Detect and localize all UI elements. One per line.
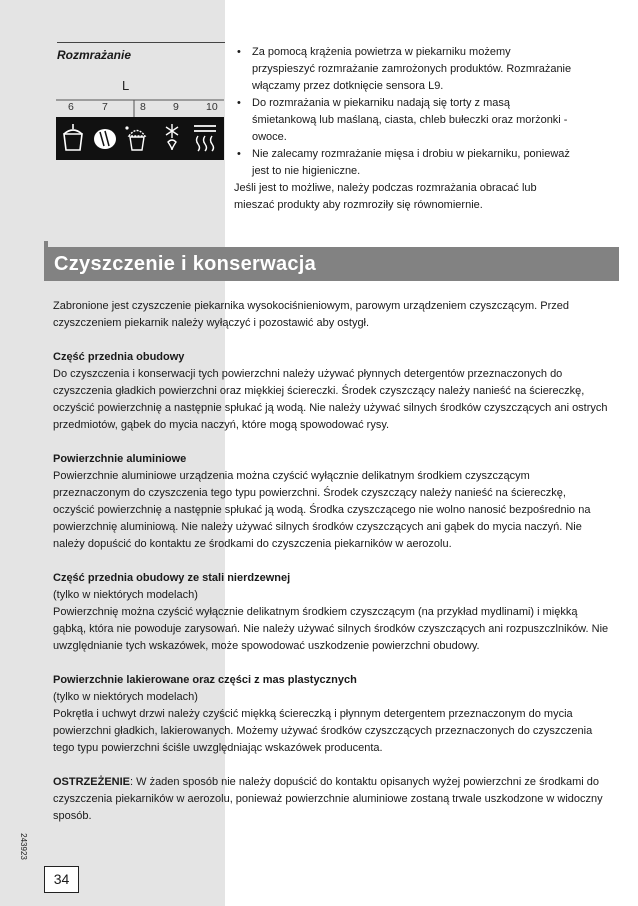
section-subheading: (tylko w niektórych modelach) <box>53 589 198 601</box>
section-heading: Powierzchnie aluminiowe <box>53 453 187 465</box>
section-body: Pokrętła i uchwyt drzwi należy czyścić miękką ściereczką i płynnym detergentem przeznaczonym do mycia powierzchni gładkich, lakierowanych. Możemy używać środków czyszczących przeznaczonych do czyszczenia tego typu powierzchni ściśle uwzględniając wskazówek producenta. <box>53 708 593 754</box>
section-heading: Część przednia obudowy ze stali nierdzewnej <box>53 572 291 584</box>
cake-icon <box>60 120 86 154</box>
panel-number: 7 <box>102 101 108 113</box>
defrost-note: Jeśli jest to możliwe, należy podczas rozmrażania obracać lub mieszać produkty aby rozmroziły się równomiernie. <box>234 182 537 211</box>
steam-icon <box>192 120 218 154</box>
defrost-bullet: • Nie zalecamy rozmrażanie mięsa i drobiu w piekarniku, ponieważ jest to nie higieniczne. <box>234 146 574 180</box>
panel-number: 6 <box>68 101 74 113</box>
panel-number: 10 <box>206 101 218 113</box>
bread-icon <box>92 120 118 154</box>
cleaning-intro: Zabronione jest czyszczenie piekarnika wysokociśnieniowym, parowym urządzeniem czyszczącym. Przed czyszczeniem piekarnik należy wyłączyć i pozostawić aby ostygł. <box>53 300 569 329</box>
section-body: Powierzchnie aluminiowe urządzenia można czyścić wyłącznie delikatnym środkiem czyszczącym przeznaczonym do czyszczenia tego typu powierzchni. Środek czyszczący należy nanieść na ściereczkę, oczyścić powierzchnię a następnie spłukać ją wodą. Środka czyszczącego nie wolno nanosić bezpośrednio na powierzchnię aluminiową. Nie należy używać silnych środków czyszczących ani gąbek do mycia naczyń. Nie należy dopuścić do kontaktu ze środkami do czyszczenia piekarników w aerozolu. <box>53 470 591 550</box>
section-body: Powierzchnię można czyścić wyłącznie delikatnym środkiem czyszczącym (na przykład mydlinami) i miękką gąbką, która nie powoduje zarysowań. Nie należy używać silnych środków czyszczących ani rozpuszczlników. Nie uwzględnianie tych wskazówek, może spowodować uszkodzenie powierzchni obudowy. <box>53 606 609 652</box>
warning-label: OSTRZEŻENIE <box>53 776 131 788</box>
section-body: Do czyszczenia i konserwacji tych powierzchni należy używać płynnych detergentów przeznaczonych do czyszczenia gładkich powierzchni oraz miękkiej ściereczki. Środek czyszczący należy nanieść na ściereczkę, oczyścić powierzchnię a następnie spłukać ją wodą. Nie należy używać silnych środków czyszczących ani ostrych przedmiotów, gąbek do mycia naczyń, które mogą spowodować rysy. <box>53 368 608 431</box>
warning-paragraph <box>53 774 609 825</box>
cleaning-content <box>53 298 609 825</box>
defrost-bullet: • Za pomocą krążenia powietrza w piekarniku możemy przyspieszyć rozmrażanie zamrożonych produktów. Rozmrażanie włączamy przez dotknięcie sensora L9. <box>234 44 574 95</box>
section-heading: Powierzchnie lakierowane oraz części z mas plastycznych <box>53 674 357 686</box>
panel-icon-strip <box>56 117 224 160</box>
section-subheading: (tylko w niektórych modelach) <box>53 691 198 703</box>
snowflake-defrost-icon <box>159 120 185 154</box>
defrost-bullet: • Do rozmrażania w piekarniku nadają się torty z masą śmietankową lub maślaną, ciasta, chleb bułeczki oraz morżonki - owoce. <box>234 95 574 146</box>
section-heading: Część przednia obudowy <box>53 351 185 363</box>
panel-number: 9 <box>173 101 179 113</box>
sensor-label: L <box>122 78 130 93</box>
document-code-text: 243923 <box>18 833 28 860</box>
page-number: 34 <box>44 866 79 893</box>
title-rule <box>57 42 225 43</box>
defrost-title: Rozmrażanie <box>57 48 132 62</box>
cleaning-header: Czyszczenie i konserwacja <box>44 247 619 281</box>
control-panel-illustration <box>56 78 224 160</box>
document-code <box>18 830 36 866</box>
defrost-bullets <box>234 44 574 214</box>
muffin-icon <box>124 120 150 154</box>
warning-text: : W żaden sposób nie należy dopuścić do kontaktu opisanych wyżej powierzchni ze środkami do czyszczenia piekarników w aerozolu, ponieważ powierzchnie aluminiowe zostaną trwale uszkodzone w widoczny sposób. <box>53 776 603 822</box>
panel-number: 8 <box>140 101 146 113</box>
